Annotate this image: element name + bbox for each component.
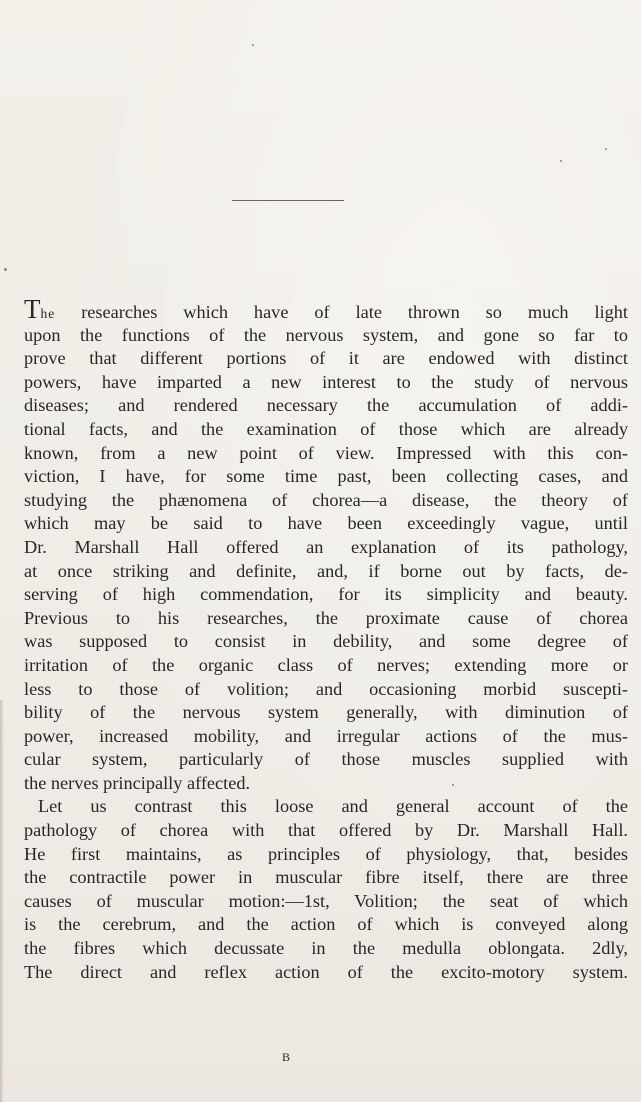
paragraph-line: studying the phænomena of chorea—a disease, the theory of xyxy=(24,489,628,510)
paragraph-line: the nerves principally affected. xyxy=(24,772,251,793)
paragraph-line: the contractile power in muscular fibre itself, there are three xyxy=(24,867,628,888)
paragraph-line: prove that different portions of it are endowed with distinct xyxy=(24,348,628,369)
paragraph-line: Let us contrast this loose and general account of the xyxy=(38,796,628,817)
paragraph-line: known, from a new point of view. Impressed with this con- xyxy=(24,442,628,463)
signature-mark: B xyxy=(282,1050,292,1064)
line-text: researches which have of late thrown so much light xyxy=(55,302,628,322)
paragraph-line: less to those of volition; and occasioning morbid suscepti- xyxy=(24,678,628,699)
paragraph-line: is the cerebrum, and the action of which is conveyed along xyxy=(24,914,628,935)
first-word-smallcaps: he xyxy=(40,306,56,321)
paragraph-line xyxy=(24,294,628,324)
paragraph-line: tional facts, and the examination of those which are already xyxy=(24,418,628,439)
paragraph-line: was supposed to consist in debility, and some degree of xyxy=(24,631,628,652)
section-rule xyxy=(232,200,344,201)
paragraph-line: at once striking and definite, and, if borne out by facts, de- xyxy=(24,560,628,581)
paragraph-line: Previous to his researches, the proximate cause of chorea xyxy=(24,607,628,628)
paper-speck xyxy=(252,44,254,46)
paragraph-line: He first maintains, as principles of physiology, that, besides xyxy=(24,843,628,864)
paragraph-line: upon the functions of the nervous system, and gone so far to xyxy=(24,324,628,345)
page-edge-shadow xyxy=(0,700,4,1102)
paragraph-line: pathology of chorea with that offered by Dr. Marshall Hall. xyxy=(24,820,628,841)
paper-speck xyxy=(4,268,7,271)
paragraph-line: cular system, particularly of those muscles supplied with xyxy=(24,749,628,770)
paragraph-line: irritation of the organic class of nerves; extending more or xyxy=(24,654,628,675)
paper-speck xyxy=(605,148,607,150)
paragraph-line: Dr. Marshall Hall offered an explanation of its pathology, xyxy=(24,536,628,557)
paragraph-line: power, increased mobility, and irregular actions of the mus- xyxy=(24,725,628,746)
paragraph-line: serving of high commendation, for its simplicity and beauty. xyxy=(24,584,628,605)
paragraph-line: diseases; and rendered necessary the accumulation of addi- xyxy=(24,395,628,416)
paper-speck xyxy=(560,160,562,162)
paragraph-line: powers, have imparted a new interest to the study of nervous xyxy=(24,371,628,392)
paragraph-line: the fibres which decussate in the medulla oblongata. 2dly, xyxy=(24,938,628,959)
paragraph-line: viction, I have, for some time past, been collecting cases, and xyxy=(24,466,628,487)
paragraph-line: bility of the nervous system generally, with diminution of xyxy=(24,702,628,723)
paragraph-line: The direct and reflex action of the excito-motory system. xyxy=(24,961,628,982)
paragraph-line: causes of muscular motion:—1st, Volition; the seat of which xyxy=(24,890,628,911)
drop-cap: T xyxy=(24,294,41,324)
paragraph-line: which may be said to have been exceedingly vague, until xyxy=(24,513,628,534)
body-text xyxy=(24,294,628,984)
